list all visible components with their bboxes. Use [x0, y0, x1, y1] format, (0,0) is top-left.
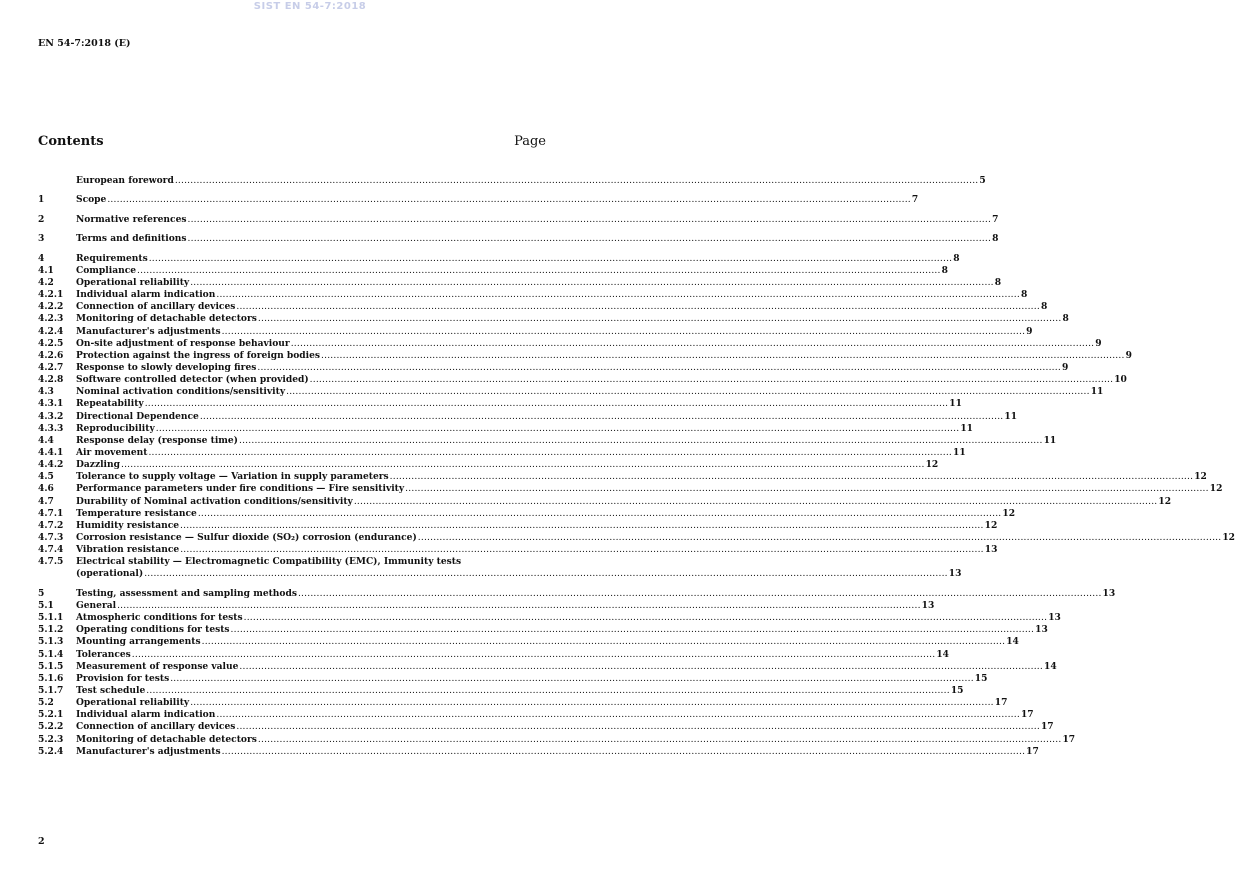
toc-entry-title: European foreword: [76, 175, 174, 186]
watermark: SIST EN 54-7:2018: [253, 1, 367, 12]
toc-entry-page: 12: [1194, 471, 1207, 483]
page-column-label: Page: [514, 134, 546, 149]
dot-leader: [175, 175, 979, 187]
toc-entry-number: 4.2.8: [38, 374, 64, 386]
dot-leader: [418, 532, 1222, 544]
dot-leader: [310, 374, 1114, 386]
dot-leader: [187, 214, 991, 226]
toc-entry-title: Requirements: [76, 252, 148, 264]
toc-entry[interactable]: [38, 587, 1116, 600]
toc-entry-number: 4: [38, 252, 45, 264]
toc-entry[interactable]: [38, 636, 1019, 648]
toc-entry-title: Monitoring of detachable detectors: [76, 313, 257, 325]
dot-leader: [144, 568, 948, 580]
dot-leader: [188, 233, 992, 245]
toc-entry-title: Performance parameters under fire conditions — Fire sensitivity: [76, 483, 405, 495]
toc-entry-number: 4.7.4: [38, 544, 64, 556]
toc-entry-title: Directional Dependence: [76, 410, 199, 422]
toc-entry[interactable]: [38, 422, 973, 435]
toc-entry-number: 5.1.1: [38, 612, 64, 624]
toc-entry[interactable]: [38, 685, 964, 697]
toc-entry-page: 7: [911, 194, 919, 206]
toc-entry-number: 4.2: [38, 277, 54, 289]
toc-entry-number: 2: [38, 213, 45, 225]
toc-entry-number: 4.2.1: [38, 289, 64, 301]
toc-entry[interactable]: [38, 325, 1033, 338]
toc-entry[interactable]: [38, 175, 986, 187]
toc-entry-page: 8: [1020, 289, 1028, 301]
toc-entry-page: 17: [994, 697, 1008, 709]
toc-entry-page: 8: [992, 233, 999, 245]
toc-entry-page: 11: [953, 447, 966, 458]
toc-entry-title: Corrosion resistance — Sulfur dioxide (SO₂) corrosion (endurance): [76, 531, 417, 543]
toc-entry-number: 4.3.2: [38, 410, 64, 422]
toc-entry-title: Compliance: [76, 264, 137, 276]
toc-entry[interactable]: [38, 264, 948, 277]
page-number: 2: [38, 836, 45, 847]
toc-entry[interactable]: [38, 660, 1057, 673]
toc-entry-number: 4.3.3: [38, 422, 64, 434]
toc-entry-title: Tolerance to supply voltage — Variation in supply parameters: [76, 471, 389, 483]
toc-entry[interactable]: [38, 252, 960, 265]
toc-entry-number: 5.2.1: [38, 709, 64, 721]
toc-entry-title: Air movement: [76, 447, 148, 458]
toc-entry-title: Operating conditions for tests: [76, 624, 230, 636]
toc-entry-page: 8: [1040, 301, 1048, 313]
toc-entry-title: Individual alarm indication: [76, 709, 216, 721]
toc-entry[interactable]: [38, 301, 1048, 313]
toc-entry-number: 4.6: [38, 483, 54, 495]
toc-entry-number: 5.2.2: [38, 721, 64, 733]
toc-entry-number: 4.3: [38, 386, 54, 398]
toc-entry-number: 5.2.4: [38, 745, 64, 757]
toc-entry-title: Manufacturer's adjustments: [76, 745, 221, 757]
toc-entry-title: Testing, assessment and sampling methods: [76, 587, 297, 599]
toc-entry-page: 7: [992, 213, 999, 225]
toc-entry-page: 11: [1090, 386, 1104, 398]
toc-entry-page: 13: [1048, 612, 1061, 624]
toc-entry-page: 8: [953, 252, 960, 264]
toc-entry[interactable]: [38, 672, 988, 685]
toc-entry[interactable]: [38, 507, 1016, 520]
toc-entry-title: Durability of Nominal activation conditions/sensitivity: [76, 495, 353, 507]
toc-entry-number: 5.2.3: [38, 733, 64, 745]
toc-entry[interactable]: [38, 337, 1102, 350]
toc-entry-number: 4.2.2: [38, 301, 64, 313]
toc-entry-title: Nominal activation conditions/sensitivity: [76, 386, 286, 398]
toc-entry-title: Provision for tests: [76, 672, 170, 684]
toc-entry-page: 9: [1125, 349, 1132, 361]
toc-entry-title-continued: (operational): [76, 568, 144, 580]
toc-entry[interactable]: [38, 277, 1002, 289]
toc-entry-page: 12: [1209, 483, 1223, 495]
toc-entry-title: Protection against the ingress of foreign bodies: [76, 349, 321, 361]
toc-entry-number: 4.4.2: [38, 459, 64, 471]
toc-entry-title: Repeatability: [76, 398, 144, 410]
dot-leader: [239, 661, 1043, 673]
toc-entry-number: 5.1: [38, 600, 54, 612]
toc-entry-title: Connection of ancillary devices: [76, 301, 236, 313]
dot-leader: [107, 194, 911, 206]
dot-leader: [216, 709, 1020, 721]
dot-leader: [146, 685, 950, 697]
toc-entry-page: 17: [1040, 721, 1054, 733]
contents-heading: Contents: [38, 134, 104, 149]
toc-entry-number: 4.2.4: [38, 325, 64, 337]
dot-leader: [244, 612, 1048, 624]
toc-entry[interactable]: [38, 495, 1172, 508]
toc-entry-number: 3: [38, 233, 45, 245]
toc-entry-title: Measurement of response value: [76, 660, 239, 672]
toc-entry[interactable]: [38, 721, 1054, 733]
toc-entry-title: Mounting arrangements: [76, 636, 201, 648]
toc-entry-number: 4.2.5: [38, 337, 64, 349]
toc-entry-page: 17: [1026, 745, 1039, 757]
toc-entry-number: 5.1.2: [38, 624, 64, 636]
toc-entry[interactable]: [38, 600, 935, 612]
toc-entry-page: 14: [1006, 636, 1019, 648]
toc-entry-number: 5.1.7: [38, 685, 64, 696]
dot-leader: [298, 588, 1102, 600]
toc-entry[interactable]: [38, 434, 1057, 447]
toc-entry-page: 10: [1114, 374, 1127, 386]
dot-leader: [390, 471, 1194, 483]
toc-entry-page: 15: [974, 672, 988, 684]
toc-entry-title: On-site adjustment of response behaviour: [76, 337, 290, 349]
toc-entry-title: Vibration resistance: [76, 544, 180, 556]
toc-entry-page: 13: [921, 600, 935, 612]
dot-leader: [121, 459, 925, 471]
toc-entry-number: 4.2.3: [38, 313, 64, 325]
dot-leader: [117, 600, 921, 612]
toc-entry[interactable]: [38, 313, 1069, 325]
toc-entry-page: 12: [1158, 495, 1172, 507]
toc-entry-page: 12: [984, 519, 998, 531]
toc-entry-number: 4.4.1: [38, 447, 64, 458]
toc-entry-page: 15: [950, 685, 964, 696]
table-of-contents: [38, 175, 1235, 758]
toc-entry-title: Normative references: [76, 213, 187, 225]
toc-entry-page: 9: [1061, 362, 1069, 374]
toc-entry-number: 5.1.4: [38, 648, 64, 660]
toc-entry-title: Monitoring of detachable detectors: [76, 733, 257, 745]
dot-leader: [236, 301, 1040, 313]
toc-entry[interactable]: [38, 386, 1104, 398]
toc-entry-page: 11: [949, 398, 962, 410]
dot-leader: [170, 673, 974, 685]
toc-entry-page: 13: [1102, 587, 1116, 599]
toc-entry[interactable]: [38, 213, 999, 226]
dot-leader: [137, 265, 941, 277]
toc-entry[interactable]: [38, 374, 1127, 386]
toc-entry-title: Operational reliability: [76, 277, 190, 289]
dot-leader: [222, 326, 1026, 338]
toc-entry[interactable]: [38, 733, 1076, 746]
dot-leader: [148, 447, 952, 459]
dot-leader: [405, 483, 1209, 495]
document-id: EN 54-7:2018 (E): [38, 38, 131, 49]
dot-leader: [180, 520, 984, 532]
toc-entry[interactable]: [38, 289, 1028, 301]
toc-entry-page: 17: [1062, 733, 1076, 745]
dot-leader: [190, 277, 994, 289]
toc-entry-number: 4.7: [38, 495, 54, 507]
toc-entry-title: Humidity resistance: [76, 519, 180, 531]
dot-leader: [202, 636, 1006, 648]
dot-leader: [291, 338, 1095, 350]
toc-entry-page: 11: [960, 422, 973, 434]
toc-entry-title: Dazzling: [76, 459, 120, 471]
dot-leader: [198, 508, 1002, 520]
dot-leader: [222, 746, 1026, 758]
toc-entry-page: 14: [1044, 660, 1057, 672]
dot-leader: [180, 544, 984, 556]
toc-entry-title: Test schedule: [76, 685, 146, 696]
dot-leader: [200, 411, 1004, 423]
toc-entry[interactable]: [38, 745, 1039, 758]
dot-leader: [156, 423, 960, 435]
toc-entry-title: Atmospheric conditions for tests: [76, 612, 243, 624]
toc-entry-number: 4.5: [38, 471, 54, 483]
toc-entry[interactable]: [38, 410, 1018, 423]
toc-entry[interactable]: [38, 544, 998, 556]
toc-entry-number: 4.7.1: [38, 507, 64, 519]
toc-entry-title: Response delay (response time): [76, 434, 238, 446]
toc-entry[interactable]: [38, 648, 950, 661]
dot-leader: [236, 721, 1040, 733]
toc-entry[interactable]: [38, 556, 962, 580]
toc-entry[interactable]: [38, 624, 1048, 636]
toc-entry-number: 5.1.3: [38, 636, 64, 648]
toc-entry[interactable]: [38, 233, 999, 245]
toc-entry-title: Software controlled detector (when provided): [76, 374, 309, 386]
toc-entry-page: 8: [1062, 313, 1069, 325]
toc-entry-page: 11: [1004, 410, 1018, 422]
toc-entry[interactable]: [38, 709, 1034, 721]
dot-leader: [258, 734, 1062, 746]
dot-leader: [321, 350, 1125, 362]
toc-entry[interactable]: [38, 483, 1223, 495]
toc-entry[interactable]: [38, 194, 919, 206]
toc-entry-number: 4.2.6: [38, 349, 64, 361]
toc-entry[interactable]: [38, 362, 1069, 374]
toc-entry[interactable]: [38, 398, 962, 410]
toc-entry-number: 4.1: [38, 264, 54, 276]
dot-leader: [258, 313, 1062, 325]
toc-entry-page: 13: [948, 568, 962, 580]
toc-entry-page: 14: [936, 648, 950, 660]
toc-entry-number: 4.4: [38, 434, 54, 446]
dot-leader: [145, 398, 949, 410]
dot-leader: [257, 362, 1061, 374]
toc-entry-title: Tolerances: [76, 648, 131, 660]
toc-entry-number: 5.1.5: [38, 660, 64, 672]
toc-entry-title: General: [76, 600, 117, 612]
toc-entry-page: 9: [1095, 337, 1102, 349]
toc-entry-title: Temperature resistance: [76, 507, 197, 519]
toc-entry-title: Operational reliability: [76, 697, 190, 709]
dot-leader: [149, 253, 953, 265]
dot-leader: [132, 649, 936, 661]
toc-entry-title: Individual alarm indication: [76, 289, 216, 301]
toc-entry[interactable]: [38, 519, 998, 532]
toc-entry[interactable]: [38, 531, 1235, 544]
toc-entry[interactable]: [38, 697, 1008, 709]
toc-entry-number: 4.2.7: [38, 362, 64, 374]
toc-entry-title: Electrical stability — Electromagnetic Compatibility (EMC), Immunity tests: [76, 556, 462, 568]
toc-entry-number: 5: [38, 587, 45, 599]
toc-entry-page: 12: [925, 459, 939, 471]
dot-leader: [286, 386, 1090, 398]
toc-entry-number: 5.1.6: [38, 672, 64, 684]
toc-entry-number: 5.2: [38, 697, 54, 709]
toc-entry[interactable]: [38, 349, 1132, 362]
toc-entry-title: Response to slowly developing fires: [76, 362, 257, 374]
toc-entry[interactable]: [38, 459, 939, 471]
toc-entry-page: 13: [1035, 624, 1048, 636]
toc-entry-title: Connection of ancillary devices: [76, 721, 236, 733]
toc-entry[interactable]: [38, 612, 1061, 624]
toc-entry-title: Scope: [76, 194, 107, 206]
toc-entry-number: 4.3.1: [38, 398, 64, 410]
toc-entry-number: 4.7.2: [38, 519, 64, 531]
toc-entry-page: 11: [1043, 434, 1057, 446]
toc-entry[interactable]: [38, 447, 966, 459]
toc-entry-page: 12: [1002, 507, 1016, 519]
toc-entry-title: Manufacturer's adjustments: [76, 325, 221, 337]
toc-entry-number: 1: [38, 194, 45, 206]
toc-entry-title: Terms and definitions: [76, 233, 187, 245]
toc-entry-page: 8: [941, 264, 948, 276]
dot-leader: [354, 496, 1158, 508]
toc-entry-page: 9: [1026, 325, 1033, 337]
dot-leader: [216, 289, 1020, 301]
dot-leader: [190, 697, 994, 709]
toc-entry-page: 5: [979, 175, 986, 186]
toc-entry-page: 17: [1020, 709, 1034, 721]
dot-leader: [231, 624, 1035, 636]
dot-leader: [239, 435, 1043, 447]
toc-entry-title: Reproducibility: [76, 422, 155, 434]
toc-entry-number: 4.7.3: [38, 531, 64, 543]
toc-entry-number: 4.7.5: [38, 556, 64, 568]
toc-entry[interactable]: [38, 471, 1207, 483]
toc-entry-page: 12: [1222, 531, 1235, 543]
toc-entry-page: 8: [994, 277, 1002, 289]
toc-entry-page: 13: [984, 544, 998, 556]
